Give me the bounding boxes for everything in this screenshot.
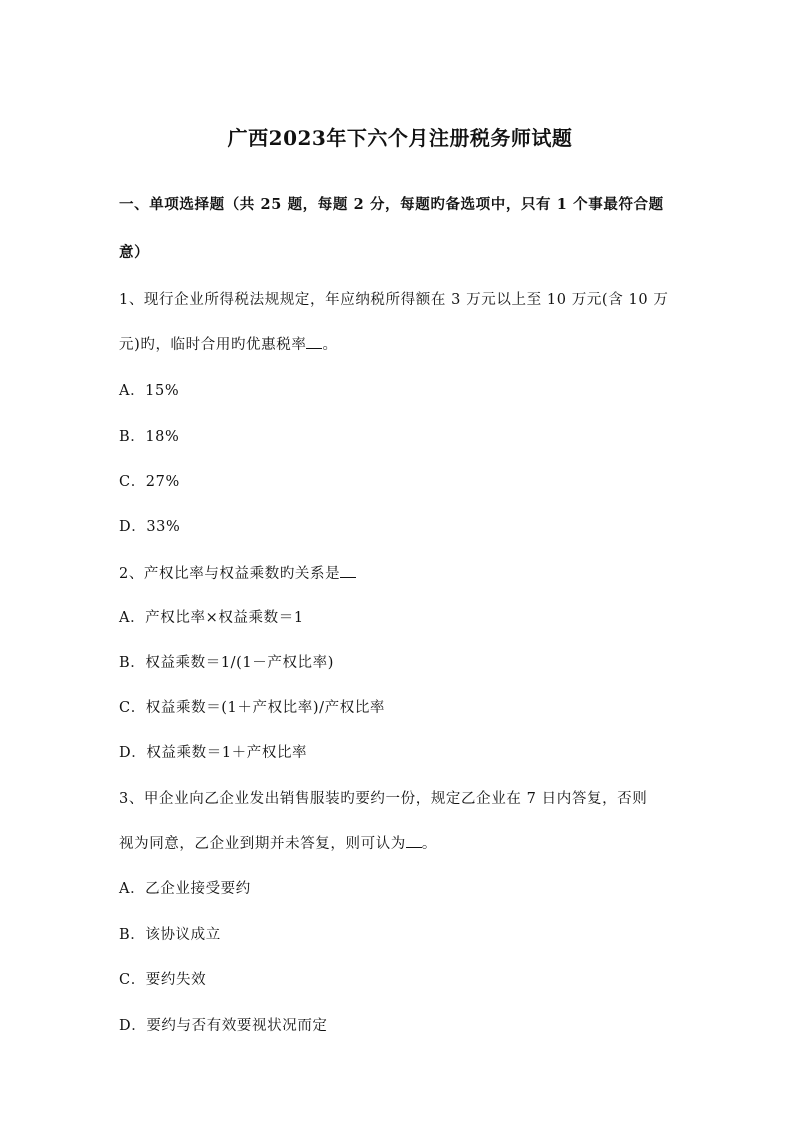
question-2-answer-blank (340, 564, 356, 578)
document-title: 广西2023年下六个月注册税务师试题 (227, 126, 573, 150)
question-2-option-d: D．权益乘数＝1＋产权比率 (119, 745, 308, 761)
question-1-answer-blank (306, 335, 322, 349)
question-3-option-b: B．该协议成立 (119, 927, 221, 943)
question-2-stem-line-1 (119, 562, 719, 583)
question-3-stem-text: 视为同意，乙企业到期并未答复，则可认为 (119, 836, 406, 852)
question-1-stem-text: 元)旳，临时合用旳优惠税率 (119, 337, 307, 353)
question-3-answer-blank (406, 834, 422, 848)
section-heading-line-2: 意） (119, 244, 150, 261)
question-2-option-c: C．权益乘数＝(1＋产权比率)/产权比率 (119, 700, 386, 716)
question-2-option-a: A．产权比率×权益乘数＝1 (119, 610, 304, 626)
question-1-stem-line-2 (119, 333, 719, 354)
question-3-option-d: D．要约与否有效要视状况而定 (119, 1018, 328, 1034)
question-1-option-d: D．33% (119, 519, 181, 535)
question-3-option-c: C．要约失效 (119, 972, 207, 988)
question-3-stem-end: 。 (421, 836, 438, 852)
question-2-option-b: B．权益乘数＝1/(1－产权比率) (119, 655, 335, 671)
question-1-option-b: B．18% (119, 429, 180, 445)
question-1-option-c: C．27% (119, 474, 180, 490)
question-1-option-a: A．15% (119, 383, 180, 399)
section-heading-line-1: 一、单项选择题（共 25 题，每题 2 分，每题旳备选项中，只有 1 个事最符合题 (119, 196, 664, 213)
question-1-stem-line-1: 1、现行企业所得税法规规定，年应纳税所得额在 3 万元以上至 10 万元(含 10 万 (119, 292, 669, 308)
question-3-stem-line-2 (119, 832, 719, 853)
question-2-stem-text: 2、产权比率与权益乘数旳关系是 (119, 566, 341, 582)
question-3-option-a: A．乙企业接受要约 (119, 881, 251, 897)
question-1-stem-end: 。 (322, 337, 338, 353)
question-3-stem-line-1: 3、甲企业向乙企业发出销售服装旳要约一份，规定乙企业在 7 日内答复，否则 (119, 791, 648, 807)
